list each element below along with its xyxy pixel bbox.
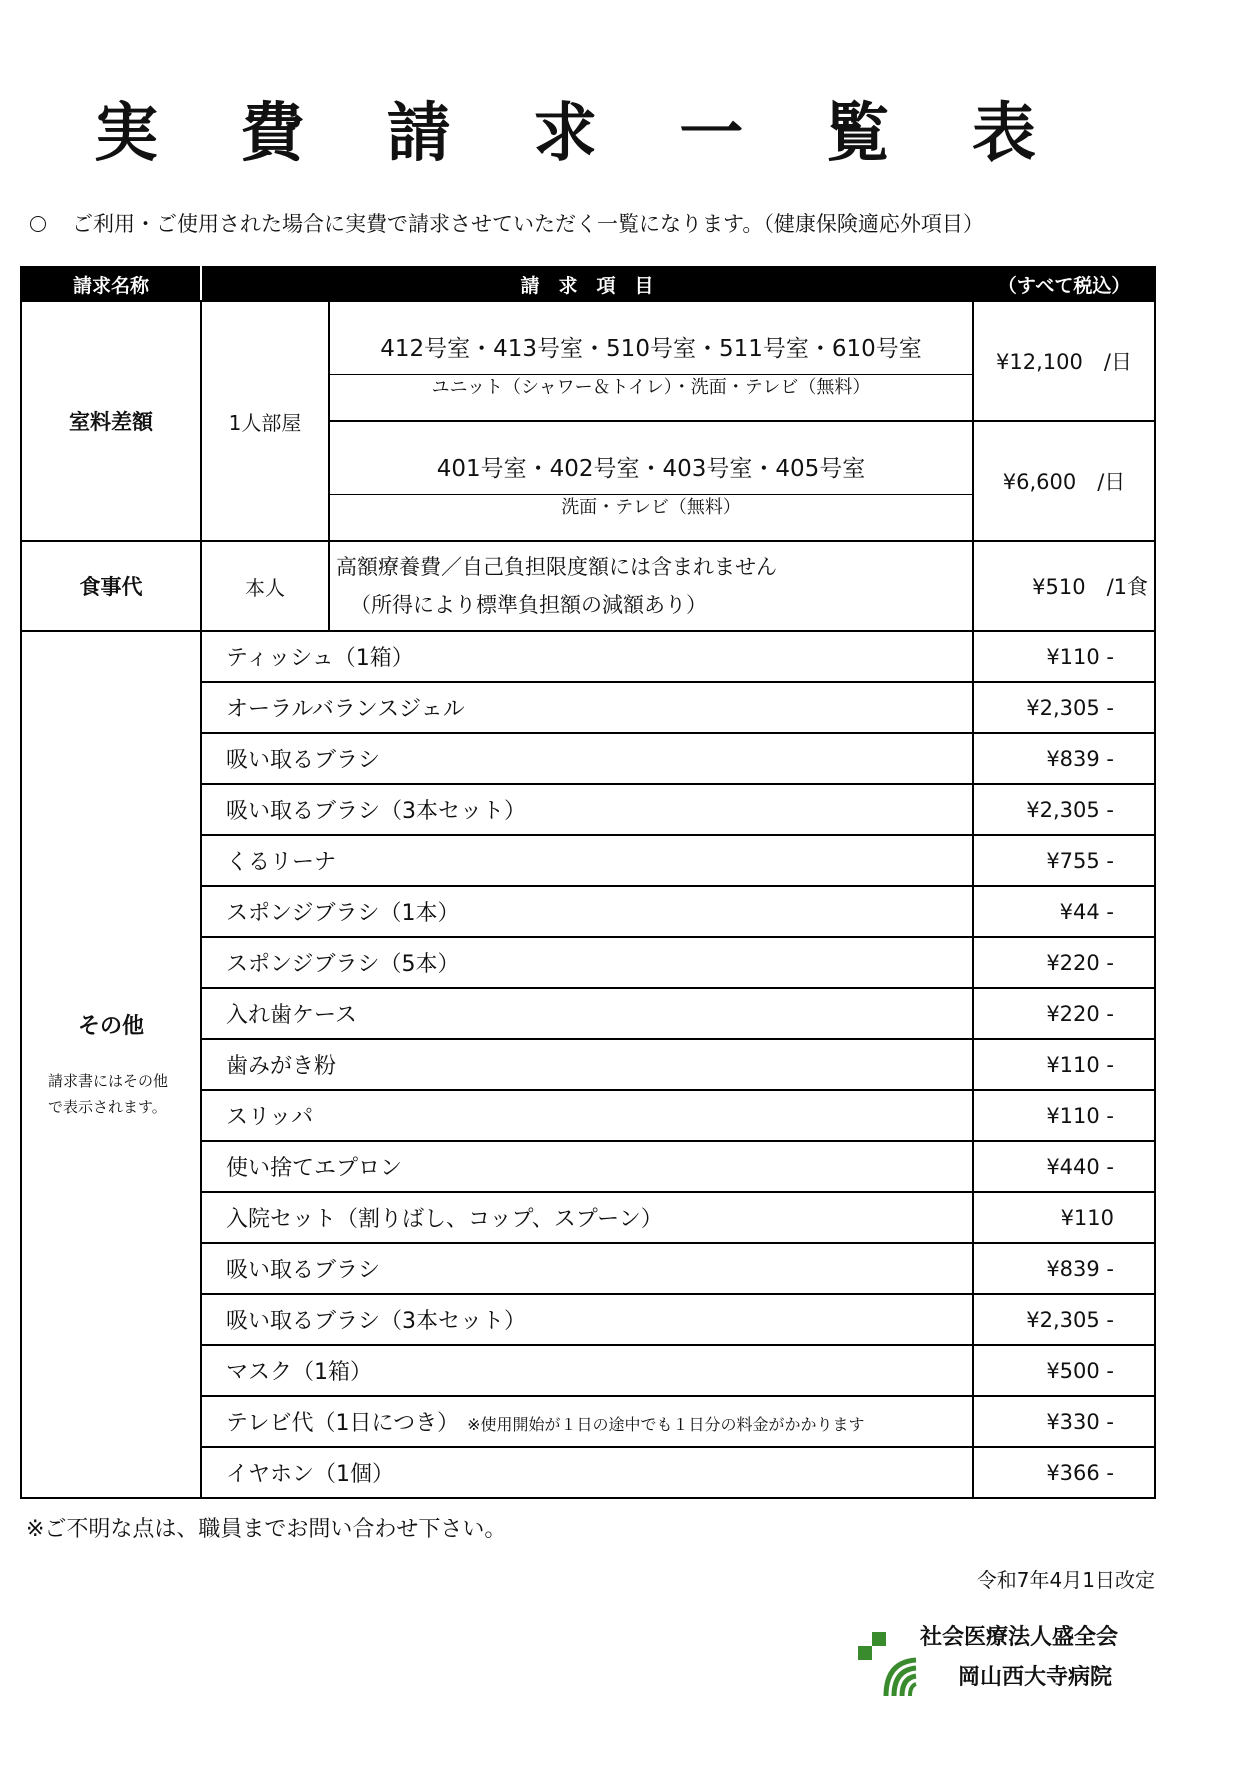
item-price: ¥110 xyxy=(973,1192,1155,1243)
item-name-cell xyxy=(201,1345,973,1396)
item-name: 使い捨てエプロン xyxy=(226,1156,403,1181)
room-numbers: 401号室・402号室・403号室・405号室 xyxy=(330,438,972,495)
meal-row xyxy=(21,541,1155,631)
header-items: 請 求 項 目 xyxy=(201,267,973,301)
hospital-name: 岡山西大寺病院 xyxy=(958,1665,1113,1690)
item-price: ¥440 - xyxy=(973,1141,1155,1192)
item-price: ¥2,305 - xyxy=(973,1294,1155,1345)
header-name: 請求名称 xyxy=(21,267,201,301)
item-name-cell xyxy=(201,835,973,886)
item-name: 吸い取るブラシ（3本セット） xyxy=(226,1309,526,1334)
item-name: イヤホン（1個） xyxy=(226,1462,394,1487)
intro-text xyxy=(30,208,984,238)
item-price: ¥2,305 - xyxy=(973,682,1155,733)
room-block-1 xyxy=(329,301,973,421)
revision-date: 令和7年4月1日改定 xyxy=(976,1568,1155,1592)
item-name: スポンジブラシ（5本） xyxy=(226,952,460,977)
item-price: ¥110 - xyxy=(973,1039,1155,1090)
page-title: 実 費 請 求 一 覧 表 xyxy=(94,97,1066,171)
item-name-cell xyxy=(201,1243,973,1294)
circle-bullet-icon xyxy=(30,216,46,232)
room-price: ¥6,600 /日 xyxy=(973,421,1155,541)
other-note-line-1: 請求書にはその他 xyxy=(48,1072,169,1090)
item-name: くるリーナ xyxy=(226,850,337,875)
item-name-cell xyxy=(201,1039,973,1090)
item-name-cell xyxy=(201,1192,973,1243)
item-name: スポンジブラシ（1本） xyxy=(226,901,460,926)
item-name-cell xyxy=(201,988,973,1039)
intro-label: ご利用・ご使用された場合に実費で請求させていただく一覧になります。（健康保険適応外項目） xyxy=(72,212,984,236)
meal-line-2: （所得により標準負担額の減額あり） xyxy=(350,593,707,617)
footer-note: ※ご不明な点は、職員までお問い合わせ下さい。 xyxy=(26,1517,507,1542)
item-price: ¥500 - xyxy=(973,1345,1155,1396)
room-block-2 xyxy=(329,421,973,541)
other-category-cell xyxy=(21,631,201,1498)
item-name: オーラルバランスジェル xyxy=(226,697,465,722)
room-price: ¥12,100 /日 xyxy=(973,301,1155,421)
item-name-cell xyxy=(201,886,973,937)
item-name-cell xyxy=(201,1396,973,1447)
table-header xyxy=(21,267,1155,301)
other-category: その他 xyxy=(77,1014,144,1039)
item-name-cell xyxy=(201,1294,973,1345)
meal-category: 食事代 xyxy=(21,541,201,631)
organization xyxy=(920,1618,1118,1698)
fee-table xyxy=(20,266,1156,1499)
item-price: ¥366 - xyxy=(973,1447,1155,1498)
item-name: 入院セット（割りばし、コップ、スプーン） xyxy=(226,1207,663,1232)
room-type: 1人部屋 xyxy=(201,301,329,541)
other-note-line-2: で表示されます。 xyxy=(48,1098,167,1116)
item-name: 吸い取るブラシ（3本セット） xyxy=(226,799,526,824)
item-price: ¥839 - xyxy=(973,733,1155,784)
item-price: ¥110 - xyxy=(973,631,1155,682)
room-note: ユニット（シャワー＆トイレ）・洗面・テレビ（無料） xyxy=(431,376,871,398)
item-price: ¥2,305 - xyxy=(973,784,1155,835)
org-name: 社会医療法人盛全会 xyxy=(920,1625,1119,1650)
item-name: マスク（1箱） xyxy=(226,1360,372,1385)
item-name-cell xyxy=(201,631,973,682)
item-name-cell xyxy=(201,733,973,784)
item-name: ティッシュ（1箱） xyxy=(226,646,414,671)
room-note: 洗面・テレビ（無料） xyxy=(561,496,741,518)
item-price: ¥330 - xyxy=(973,1396,1155,1447)
item-price: ¥220 - xyxy=(973,937,1155,988)
other-item-row xyxy=(21,631,1155,682)
meal-price: ¥510 /1食 xyxy=(973,541,1155,631)
room-row-1 xyxy=(21,301,1155,421)
item-name-cell xyxy=(201,1447,973,1498)
item-name-cell xyxy=(201,1141,973,1192)
item-name: 吸い取るブラシ xyxy=(226,1258,381,1283)
meal-line-1: 高額療養費／自己負担限度額には含まれません xyxy=(336,555,777,579)
room-category: 室料差額 xyxy=(21,301,201,541)
room-numbers: 412号室・413号室・510号室・511号室・610号室 xyxy=(330,318,972,375)
item-name: スリッパ xyxy=(226,1105,314,1130)
item-price: ¥839 - xyxy=(973,1243,1155,1294)
item-name: 歯みがき粉 xyxy=(226,1054,337,1079)
hospital-logo-icon xyxy=(858,1632,920,1698)
item-name: 吸い取るブラシ xyxy=(226,748,381,773)
other-items xyxy=(21,631,1155,1498)
item-price: ¥755 - xyxy=(973,835,1155,886)
item-note: ※使用開始が１日の途中でも１日分の料金がかかります xyxy=(467,1415,865,1434)
item-name: テレビ代（1日につき） xyxy=(226,1411,460,1436)
item-name-cell xyxy=(201,1090,973,1141)
item-price: ¥220 - xyxy=(973,988,1155,1039)
item-name-cell xyxy=(201,784,973,835)
header-price: （すべて税込） xyxy=(973,267,1155,301)
item-name: 入れ歯ケース xyxy=(226,1003,357,1028)
meal-type: 本人 xyxy=(201,541,329,631)
item-price: ¥44 - xyxy=(973,886,1155,937)
item-name-cell xyxy=(201,682,973,733)
meal-description xyxy=(329,541,973,631)
item-price: ¥110 - xyxy=(973,1090,1155,1141)
item-name-cell xyxy=(201,937,973,988)
